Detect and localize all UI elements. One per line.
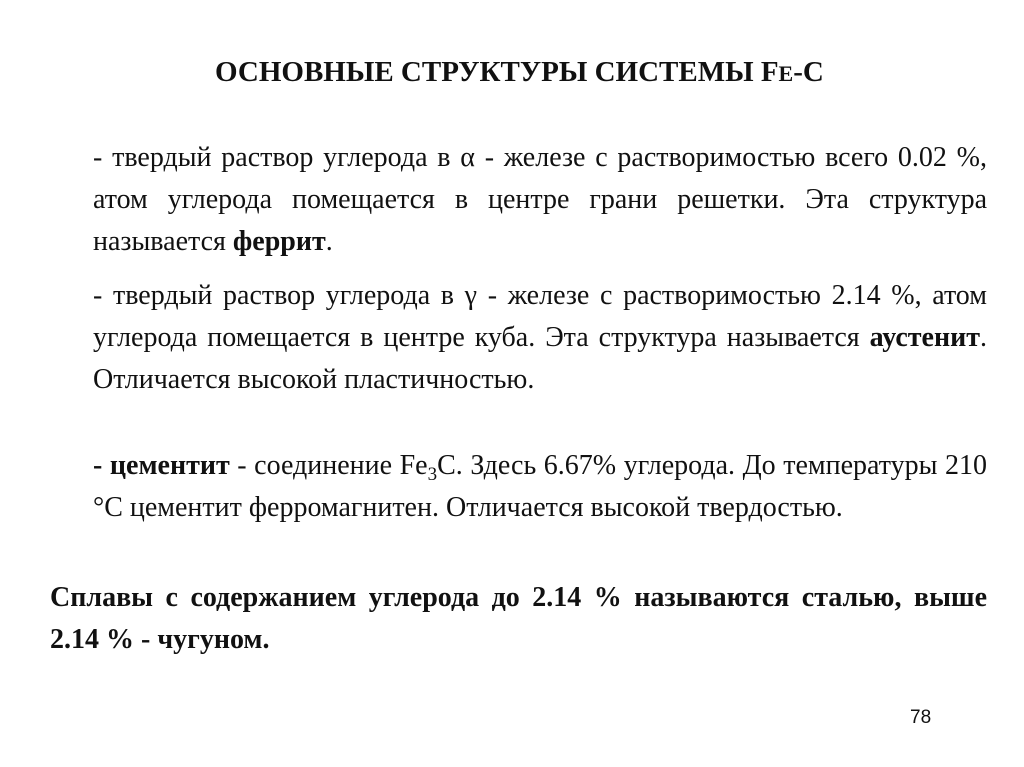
paragraph-ferrite (93, 137, 987, 263)
title-smallcaps-text: E (778, 61, 794, 86)
cementite-text-end: C. Здесь 6.67% углерода. До температуры 210 °C цементит ферромагнитен. Отличается высокой твердостью. (93, 450, 987, 523)
ferrite-text-end: . (325, 226, 333, 257)
ferrite-text: - твердый раствор углерода в α - железе с растворимостью всего 0.02 %, атом углерода помещается в центре грани решетки. Эта структура называется (93, 142, 987, 257)
conclusion-paragraph: Сплавы с содержанием углерода до 2.14 % называются сталью, выше 2.14 % - чугуном. (50, 582, 987, 655)
slide-title (215, 56, 824, 89)
page-number: 78 (910, 707, 932, 728)
austenite-text: - твердый раствор углерода в γ - железе с растворимостью 2.14 %, атом углерода помещается в центре куба. Эта структура называется (93, 280, 987, 353)
cementite-term: - цементит (93, 450, 230, 481)
title-tail-text: -C (793, 56, 824, 88)
austenite-term: аустенит (869, 322, 980, 353)
cementite-text: - соединение Fe (229, 450, 428, 481)
title-text: ОСНОВНЫЕ СТРУКТУРЫ СИСТЕМЫ F (215, 56, 779, 88)
ferrite-term: феррит (232, 226, 326, 257)
cementite-subscript: 3 (427, 464, 438, 485)
austenite-text-end: . Отличается высокой пластичностью. (93, 322, 987, 395)
paragraph-austenite (93, 275, 987, 401)
paragraph-cementite (93, 445, 987, 529)
